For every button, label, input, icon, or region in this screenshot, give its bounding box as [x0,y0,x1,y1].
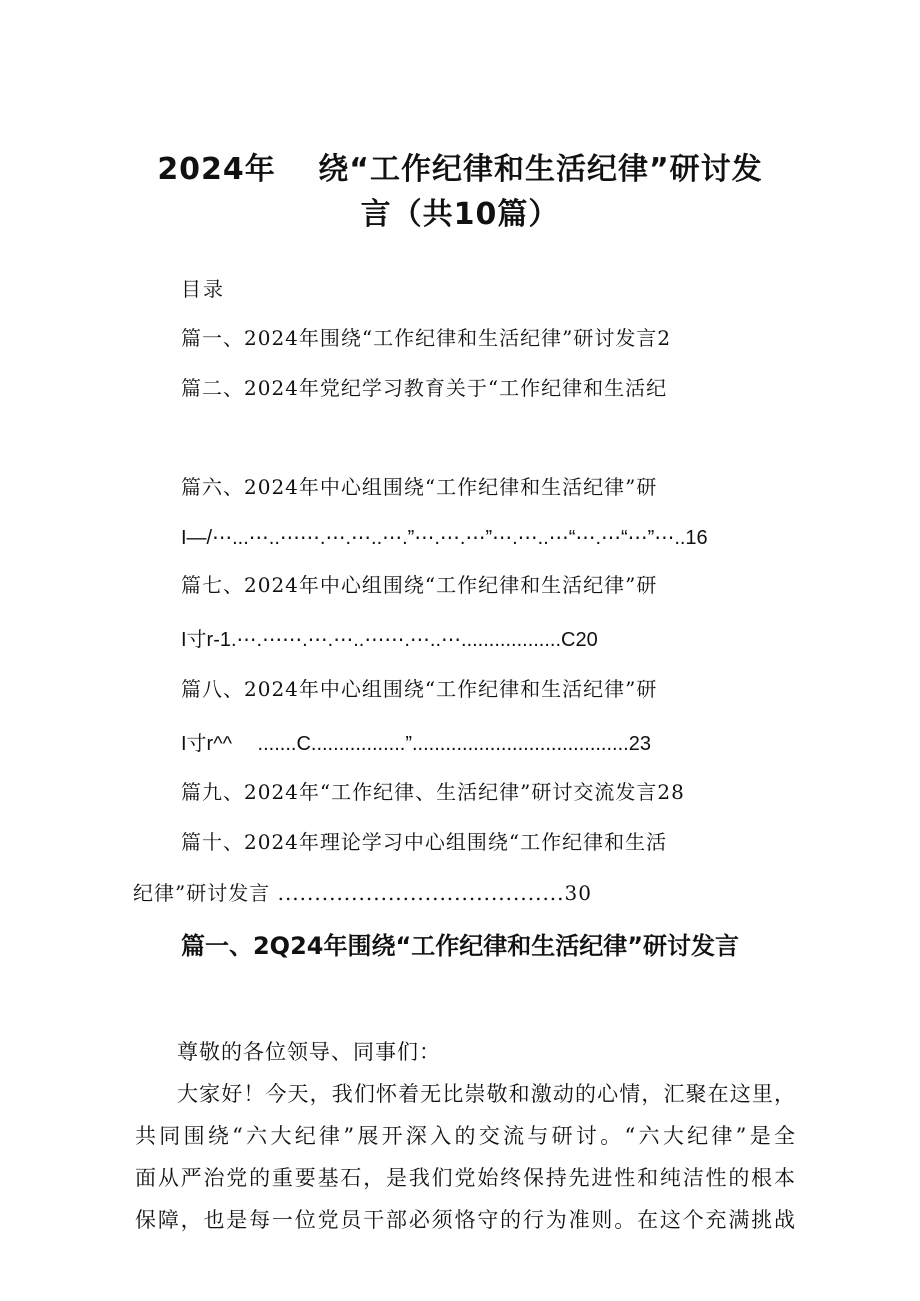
toc-entry-8-continuation[interactable]: I寸r^^ .......C.................”.......................................23 [181,733,651,755]
paragraph-line: 保障，也是每一位党员干部必须恪守的行为准则。在这个充满挑战 [135,1208,795,1232]
toc-entry-1[interactable]: 篇一、2024年围绕“工作纪律和生活纪律”研讨发言2 [181,326,672,350]
document-title-line-2: 言（共10篇） [360,197,560,232]
toc-heading: 目录 [181,277,225,301]
document-title-line-1: 2024年 绕“工作纪律和生活纪律”研讨发 [157,152,763,187]
toc-entry-10[interactable]: 篇十、2024年理论学习中心组围绕“工作纪律和生活 [181,830,668,854]
toc-entry-2[interactable]: 篇二、2024年党纪学习教育关于“工作纪律和生活纪 [181,376,668,400]
toc-entry-9[interactable]: 篇九、2024年“工作纪律、生活纪律”研讨交流发言28 [181,780,685,804]
paragraph-line: 大家好！今天，我们怀着无比崇敬和激动的心情，汇聚在这里， [177,1082,795,1106]
toc-entry-6[interactable]: 篇六、2024年中心组围绕“工作纪律和生活纪律”研 [181,475,658,499]
toc-entry-7[interactable]: 篇七、2024年中心组围绕“工作纪律和生活纪律”研 [181,573,658,597]
section-title: 篇一、2Q24年围绕“工作纪律和生活纪律”研讨发言 [180,932,740,960]
salutation: 尊敬的各位领导、同事们： [177,1040,441,1064]
toc-entry-7-continuation[interactable]: I寸r-1.⋯.⋯⋯.⋯.⋯..⋯⋯.⋯..⋯..................C20 [181,629,598,651]
toc-entry-8[interactable]: 篇八、2024年中心组围绕“工作纪律和生活纪律”研 [181,677,658,701]
paragraph-line: 面从严治党的重要基石，是我们党始终保持先进性和纯洁性的根本 [135,1166,795,1190]
paragraph-line: 共同围绕“六大纪律”展开深入的交流与研讨。“六大纪律”是全 [135,1124,795,1148]
toc-entry-10-continuation[interactable]: 纪律”研讨发言 .......................................30 [133,881,592,905]
toc-entry-6-continuation[interactable]: I—/⋯...⋯..⋯⋯.⋯.⋯..⋯.”⋯.⋯.⋯”⋯.⋯..⋯“⋯.⋯“⋯”⋯..16 [181,527,708,549]
